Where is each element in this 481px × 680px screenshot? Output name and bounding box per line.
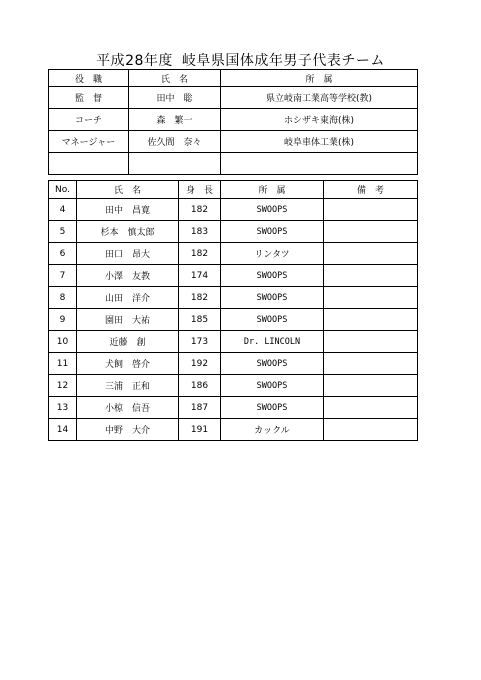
staff-row xyxy=(49,131,418,153)
player-height: 192 xyxy=(179,353,221,375)
player-note xyxy=(324,375,418,397)
player-note xyxy=(324,287,418,309)
player-affiliation: SWOOPS xyxy=(221,265,324,287)
staff-name xyxy=(129,153,221,175)
player-name: 中野 大介 xyxy=(77,419,179,441)
player-name: 田中 昌寛 xyxy=(77,199,179,221)
player-height: 182 xyxy=(179,199,221,221)
player-name: 小椋 信吾 xyxy=(77,397,179,419)
player-height: 182 xyxy=(179,243,221,265)
staff-role: コーチ xyxy=(49,109,129,131)
player-name: 杉本 慎太郎 xyxy=(77,221,179,243)
player-height: 185 xyxy=(179,309,221,331)
player-row xyxy=(49,331,418,353)
player-height: 187 xyxy=(179,397,221,419)
staff-role: 監 督 xyxy=(49,87,129,109)
player-no: 6 xyxy=(49,243,77,265)
player-height: 174 xyxy=(179,265,221,287)
player-affiliation: SWOOPS xyxy=(221,221,324,243)
player-note xyxy=(324,265,418,287)
player-affiliation: SWOOPS xyxy=(221,199,324,221)
players-header-note: 備 考 xyxy=(324,181,418,199)
staff-name: 佐久間 奈々 xyxy=(129,131,221,153)
staff-affiliation: 岐阜車体工業(株) xyxy=(221,131,418,153)
player-note xyxy=(324,243,418,265)
player-height: 186 xyxy=(179,375,221,397)
player-name: 小澤 友教 xyxy=(77,265,179,287)
player-no: 7 xyxy=(49,265,77,287)
player-affiliation: SWOOPS xyxy=(221,397,324,419)
staff-row xyxy=(49,153,418,175)
player-row xyxy=(49,199,418,221)
player-note xyxy=(324,353,418,375)
staff-row xyxy=(49,87,418,109)
staff-header-affiliation: 所 属 xyxy=(221,70,418,87)
player-note xyxy=(324,309,418,331)
player-row xyxy=(49,419,418,441)
players-header-no: No. xyxy=(49,181,77,199)
players-header-affiliation: 所 属 xyxy=(221,181,324,199)
staff-affiliation: 県立岐南工業高等学校(教) xyxy=(221,87,418,109)
player-no: 10 xyxy=(49,331,77,353)
staff-affiliation: ホシザキ東海(株) xyxy=(221,109,418,131)
player-no: 5 xyxy=(49,221,77,243)
staff-name: 田中 聡 xyxy=(129,87,221,109)
player-row xyxy=(49,221,418,243)
players-table xyxy=(48,180,418,441)
player-name: 園田 大祐 xyxy=(77,309,179,331)
staff-name: 森 繁一 xyxy=(129,109,221,131)
staff-affiliation xyxy=(221,153,418,175)
title-year: 平成28年度 xyxy=(96,53,173,69)
player-no: 12 xyxy=(49,375,77,397)
player-affiliation: SWOOPS xyxy=(221,353,324,375)
player-row xyxy=(49,353,418,375)
title-team: 岐阜県国体成年男子代表チーム xyxy=(181,53,385,69)
player-name: 近藤 創 xyxy=(77,331,179,353)
players-header-name: 氏 名 xyxy=(77,181,179,199)
player-affiliation: SWOOPS xyxy=(221,375,324,397)
player-note xyxy=(324,397,418,419)
staff-role: マネージャー xyxy=(49,131,129,153)
player-no: 11 xyxy=(49,353,77,375)
player-row xyxy=(49,375,418,397)
player-no: 8 xyxy=(49,287,77,309)
player-name: 犬飼 啓介 xyxy=(77,353,179,375)
player-affiliation: SWOOPS xyxy=(221,309,324,331)
players-header-height: 身 長 xyxy=(179,181,221,199)
staff-header-role: 役 職 xyxy=(49,70,129,87)
player-height: 191 xyxy=(179,419,221,441)
player-note xyxy=(324,199,418,221)
player-name: 山田 洋介 xyxy=(77,287,179,309)
player-note xyxy=(324,331,418,353)
player-note xyxy=(324,221,418,243)
staff-table xyxy=(48,69,418,175)
player-name: 田口 昂大 xyxy=(77,243,179,265)
player-row xyxy=(49,265,418,287)
staff-row xyxy=(49,109,418,131)
player-row xyxy=(49,287,418,309)
player-name: 三浦 正和 xyxy=(77,375,179,397)
player-no: 13 xyxy=(49,397,77,419)
staff-header-name: 氏 名 xyxy=(129,70,221,87)
player-note xyxy=(324,419,418,441)
player-affiliation: カックル xyxy=(221,419,324,441)
player-height: 173 xyxy=(179,331,221,353)
player-height: 182 xyxy=(179,287,221,309)
player-height: 183 xyxy=(179,221,221,243)
player-row xyxy=(49,309,418,331)
page-title xyxy=(0,50,481,70)
player-row xyxy=(49,243,418,265)
staff-role xyxy=(49,153,129,175)
player-no: 4 xyxy=(49,199,77,221)
players-header-row xyxy=(49,181,418,199)
staff-header-row xyxy=(49,70,418,87)
player-affiliation: SWOOPS xyxy=(221,287,324,309)
player-row xyxy=(49,397,418,419)
player-affiliation: Dr. LINCOLN xyxy=(221,331,324,353)
player-affiliation: リンタツ xyxy=(221,243,324,265)
player-no: 14 xyxy=(49,419,77,441)
player-no: 9 xyxy=(49,309,77,331)
